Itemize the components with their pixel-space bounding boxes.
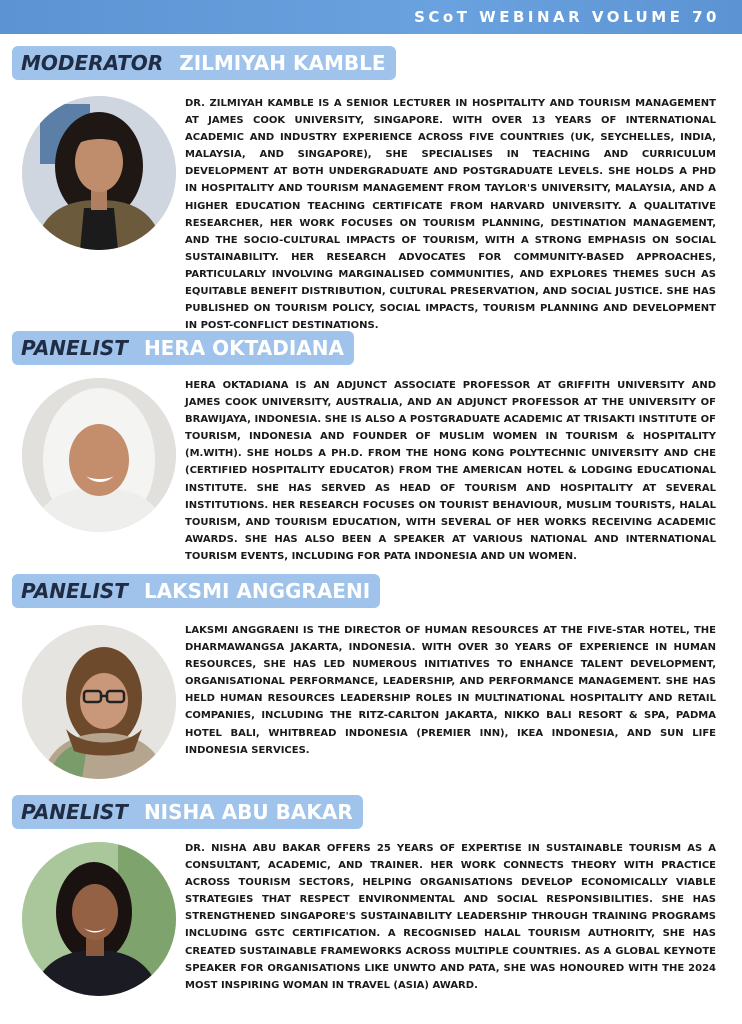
avatar: [22, 842, 176, 996]
bio-text: HERA OKTADIANA IS AN ADJUNCT ASSOCIATE PROFESSOR AT GRIFFITH UNIVERSITY AND JAMES COOK UNIVERSITY, AUSTRALIA, AND AN ADJUNCT PROFESSOR AT THE UNIVERSITY OF BRAWIJAYA, INDONESIA. SHE IS ALSO A POSTGRADUATE ACADEMIC AT TRISAKTI INSTITUTE OF TOURISM, INDONESIA AND FOUNDER OF MUSLIM WOMEN IN TOURISM & HOSPITALITY (M.WITH). SHE HOLDS A PH.D. FROM THE HONG KONG POLYTECHNIC UNIVERSITY AND CHE (CERTIFIED HOSPITALITY EDUCATOR) FROM THE AMERICAN HOTEL & LODGING EDUCATIONAL INSTITUTE. SHE HAS SERVED AS HEAD OF TOURISM AND HOSPITALITY AT SEVERAL INSTITUTIONS. HER RESEARCH FOCUSES ON TOURIST BEHAVIOUR, MUSLIM TOURISTS, HALAL TOURISM, AND TOURISM EDUCATION, WITH SEVERAL OF HER WORKS RECEIVING ACADEMIC AWARDS. SHE HAS ALSO BEEN A SPEAKER AT VARIOUS NATIONAL AND INTERNATIONAL TOURISM EVENTS, INCLUDING FOR PATA INDONESIA AND UN WOMEN.: [185, 380, 716, 562]
webinar-title: SCoT WEBINAR VOLUME 70: [414, 8, 720, 26]
person-name: HERA OKTADIANA: [143, 336, 344, 360]
bio-text: DR. ZILMIYAH KAMBLE IS A SENIOR LECTURER IN HOSPITALITY AND TOURISM MANAGEMENT AT JAMES COOK UNIVERSITY, SINGAPORE. WITH OVER 13 YEARS OF INTERNATIONAL ACADEMIC AND INDUSTRY EXPERIENCE ACROSS FIVE COUNTRIES (UK, SEYCHELLES, INDIA, MALAYSIA, AND SINGAPORE), SHE SPECIALISES IN TEACHING AND CURRICULUM DEVELOPMENT AT BOTH UNDERGRADUATE AND POSTGRADUATE LEVELS. SHE HOLDS A PHD IN HOSPITALITY AND TOURISM MANAGEMENT FROM TAYLOR'S UNIVERSITY, MALAYSIA, AND A HIGHER EDUCATION TEACHING CERTIFICATE FROM HARVARD UNIVERSITY. A QUALITATIVE RESEARCHER, HER WORK FOCUSES ON TOURISM PLANNING, DESTINATION MANAGEMENT, AND THE SOCIO-CULTURAL IMPACTS OF TOURISM, WITH A STRONG EMPHASIS ON SOCIAL SUSTAINABILITY. HER RESEARCH ADVOCATES FOR COMMUNITY-BASED APPROACHES, PARTICULARLY INVOLVING MARGINALISED COMMUNITIES, AND EXPLORES THEMES SUCH AS EQUITABLE BENEFIT DISTRIBUTION, CULTURAL PRESERVATION, AND SOCIAL JUSTICE. SHE HAS PUBLISHED ON TOURISM POLICY, SOCIAL IMPACTS, TOURISM PLANNING AND DEVELOPMENT IN POST-CONFLICT DESTINATIONS.: [185, 98, 716, 332]
bio-text: LAKSMI ANGGRAENI IS THE DIRECTOR OF HUMAN RESOURCES AT THE FIVE-STAR HOTEL, THE DHARMAWANGSA JAKARTA, INDONESIA. WITH OVER 30 YEARS OF EXPERIENCE IN HUMAN RESOURCES, SHE HAS LED NUMEROUS INITIATIVES TO ENHANCE TALENT DEVELOPMENT, ORGANISATIONAL PERFORMANCE, LEADERSHIP, AND PERFORMANCE MANAGEMENT. SHE HAS HELD HUMAN RESOURCES LEADERSHIP ROLES IN MULTINATIONAL HOSPITALITY AND RETAIL COMPANIES, INCLUDING THE RITZ-CARLTON JAKARTA, NIKKO BALI RESORT & SPA, PADMA HOTEL BALI, WHITBREAD INDONESIA (PREMIER INN), IKEA INDONESIA, AND SUN LIFE INDONESIA SERVICES.: [185, 625, 716, 756]
role-label: PANELIST: [21, 336, 128, 360]
person-name: ZILMIYAH KAMBLE: [179, 51, 386, 75]
role-label: MODERATOR: [21, 51, 164, 75]
role-name-banner: [12, 46, 396, 80]
bio-text: DR. NISHA ABU BAKAR OFFERS 25 YEARS OF EXPERTISE IN SUSTAINABLE TOURISM AS A CONSULTANT, ACADEMIC, AND TRAINER. HER WORK CONNECTS THEORY WITH PRACTICE ACROSS TOURISM SECTORS, HELPING ORGANISATIONS DEVELOP ECONOMICALLY VIABLE STRATEGIES THAT RESPECT ENVIRONMENTAL AND SOCIAL RESPONSIBILITIES. SHE HAS STRENGTHENED SINGAPORE'S SUSTAINABILITY LEADERSHIP THROUGH TRAINING PROGRAMS INCLUDING GSTC CERTIFICATION. A RECOGNISED HALAL TOURISM AUTHORITY, SHE HAS CREATED SUSTAINABLE FRAMEWORKS ACROSS MULTIPLE COUNTRIES. AS A GLOBAL KEYNOTE SPEAKER FOR ORGANISATIONS LIKE UNWTO AND PATA, SHE WAS HONOURED WITH THE 2024 MOST INSPIRING WOMAN IN TRAVEL (ASIA) AWARD.: [185, 843, 716, 991]
avatar: [22, 96, 176, 250]
role-label: PANELIST: [21, 800, 128, 824]
role-name-banner: [12, 331, 354, 365]
role-name-banner: [12, 795, 363, 829]
person-name: LAKSMI ANGGRAENI: [143, 579, 371, 603]
person-name: NISHA ABU BAKAR: [143, 800, 353, 824]
header-bar: [0, 0, 742, 34]
role-name-banner: [12, 574, 380, 608]
avatar: [22, 378, 176, 532]
avatar: [22, 625, 176, 779]
role-label: PANELIST: [21, 579, 128, 603]
